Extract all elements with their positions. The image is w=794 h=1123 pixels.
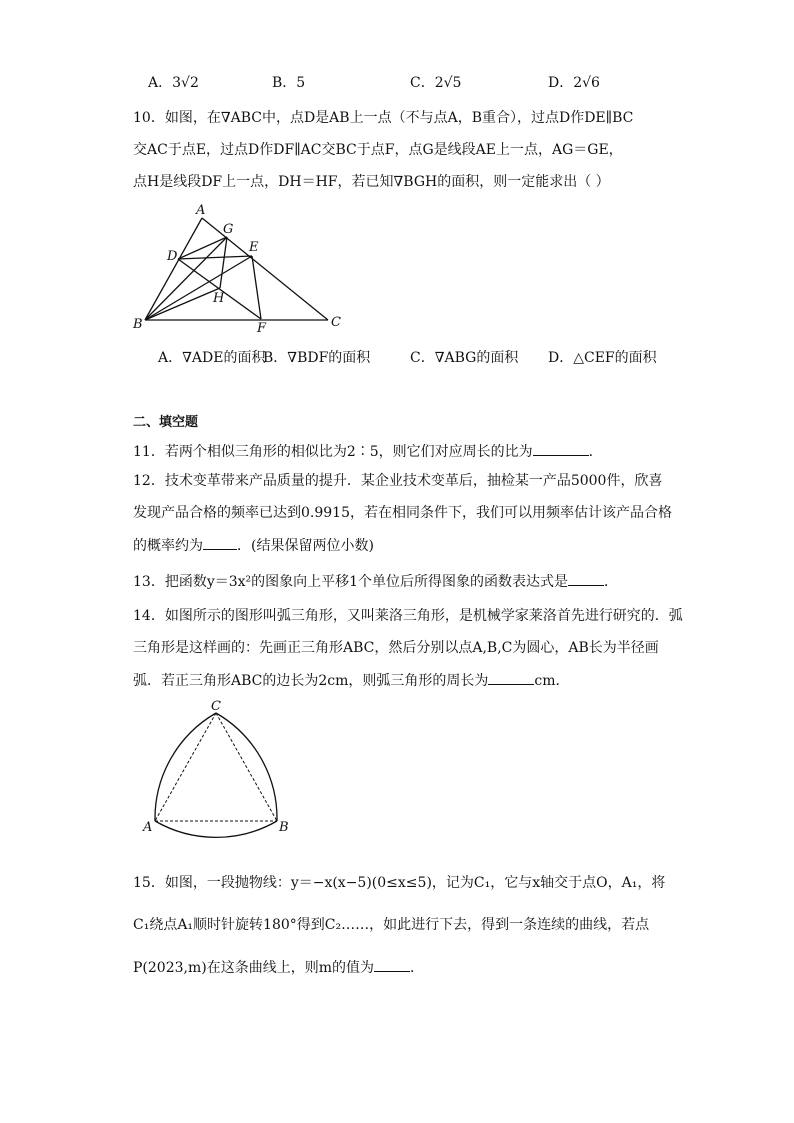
q10-label-b: B — [133, 317, 143, 332]
q14-line-2: 三角形是这样画的：先画正三角形ABC，然后分别以点A,B,C为圆心，AB长为半径画 — [133, 640, 659, 656]
q14-label-c: C — [211, 700, 221, 714]
q10-option-d: D．△CEF的面积 — [548, 350, 657, 366]
q14-line-3 — [133, 670, 570, 691]
q14-label-b: B — [279, 820, 289, 835]
q10-option-b: B．∇BDF的面积 — [263, 350, 371, 366]
q10-label-a: A — [196, 203, 206, 218]
q13-line — [133, 571, 618, 592]
q10-option-a: A．∇ADE的面积 — [158, 350, 266, 366]
q14-line-1: 14．如图所示的图形叫弧三角形，又叫莱洛三角形，是机械学家莱洛首先进行研究的．弧 — [133, 608, 683, 624]
section-title: 二、填空题 — [133, 415, 199, 430]
q10-option-c: C．∇ABG的面积 — [410, 350, 519, 366]
q10-label-h: H — [213, 291, 225, 306]
q10-label-c: C — [331, 315, 341, 330]
q15-text-b: ． — [409, 960, 424, 976]
q9-option-b: B．5 — [272, 75, 306, 91]
q15-text-a: P(2023,m)在这条曲线上，则m的值为 — [133, 960, 374, 976]
q10-triangle-figure — [128, 200, 358, 335]
q15-line-2: C₁绕点A₁顺时针旋转180°得到C₂……，如此进行下去，得到一条连续的曲线，若点 — [133, 917, 650, 933]
q14-answer-blank[interactable] — [488, 670, 534, 685]
q15-line-1: 15．如图，一段抛物线：y＝−x(x−5)(0≤x≤5)，记为C₁，它与x轴交于点O，A₁，将 — [133, 875, 666, 891]
q9-option-c: C．2√5 — [410, 75, 462, 91]
q11-line — [133, 441, 603, 462]
q12-line-3 — [133, 535, 374, 556]
q13-end: ． — [604, 574, 619, 590]
q14-text-a: 弧．若正三角形ABC的边长为2cm，则弧三角形的周长为 — [133, 673, 489, 689]
q12-line-2: 发现产品合格的频率已达到0.9915，若在相同条件下，我们可以用频率估计该产品合格 — [133, 505, 672, 521]
q13-text: 13．把函数y＝3x²的图象向上平移1个单位后所得图象的函数表达式是 — [133, 574, 569, 590]
q12-answer-blank[interactable] — [203, 535, 237, 550]
q10-label-e: E — [249, 240, 259, 255]
q15-answer-blank[interactable] — [374, 957, 410, 972]
q12-line-1: 12．技术变革带来产品质量的提升．某企业技术变革后，抽检某一产品5000件，欣喜 — [133, 473, 663, 489]
q13-answer-blank[interactable] — [568, 571, 604, 586]
q10-line-1: 10．如图，在∇ABC中，点D是AB上一点（不与点A，B重合），过点D作DE∥BC — [133, 110, 634, 126]
q11-text: 11．若两个相似三角形的相似比为2∶5，则它们对应周长的比为 — [133, 444, 533, 460]
q11-end: ． — [588, 444, 603, 460]
q12-text-b: ．(结果保留两位小数) — [237, 538, 374, 554]
q10-label-g: G — [223, 222, 234, 237]
q14-text-b: cm． — [534, 673, 570, 689]
q14-label-a: A — [143, 820, 153, 835]
q10-line-3: 点H是线段DF上一点，DH＝HF，若已知∇BGH的面积，则一定能求出（ ） — [133, 174, 610, 190]
q10-line-2: 交AC于点E，过点D作DF∥AC交BC于点F，点G是线段AE上一点，AG＝GE， — [133, 142, 623, 158]
q10-label-d: D — [167, 249, 178, 264]
q9-option-a: A．3√2 — [148, 75, 199, 91]
q11-answer-blank[interactable] — [533, 441, 589, 456]
reuleaux-triangle-figure — [138, 700, 298, 840]
q15-line-3 — [133, 957, 424, 978]
q10-label-f: F — [257, 321, 267, 335]
q9-option-d: D．2√6 — [548, 75, 600, 91]
q12-text-a: 的概率约为 — [133, 538, 203, 554]
